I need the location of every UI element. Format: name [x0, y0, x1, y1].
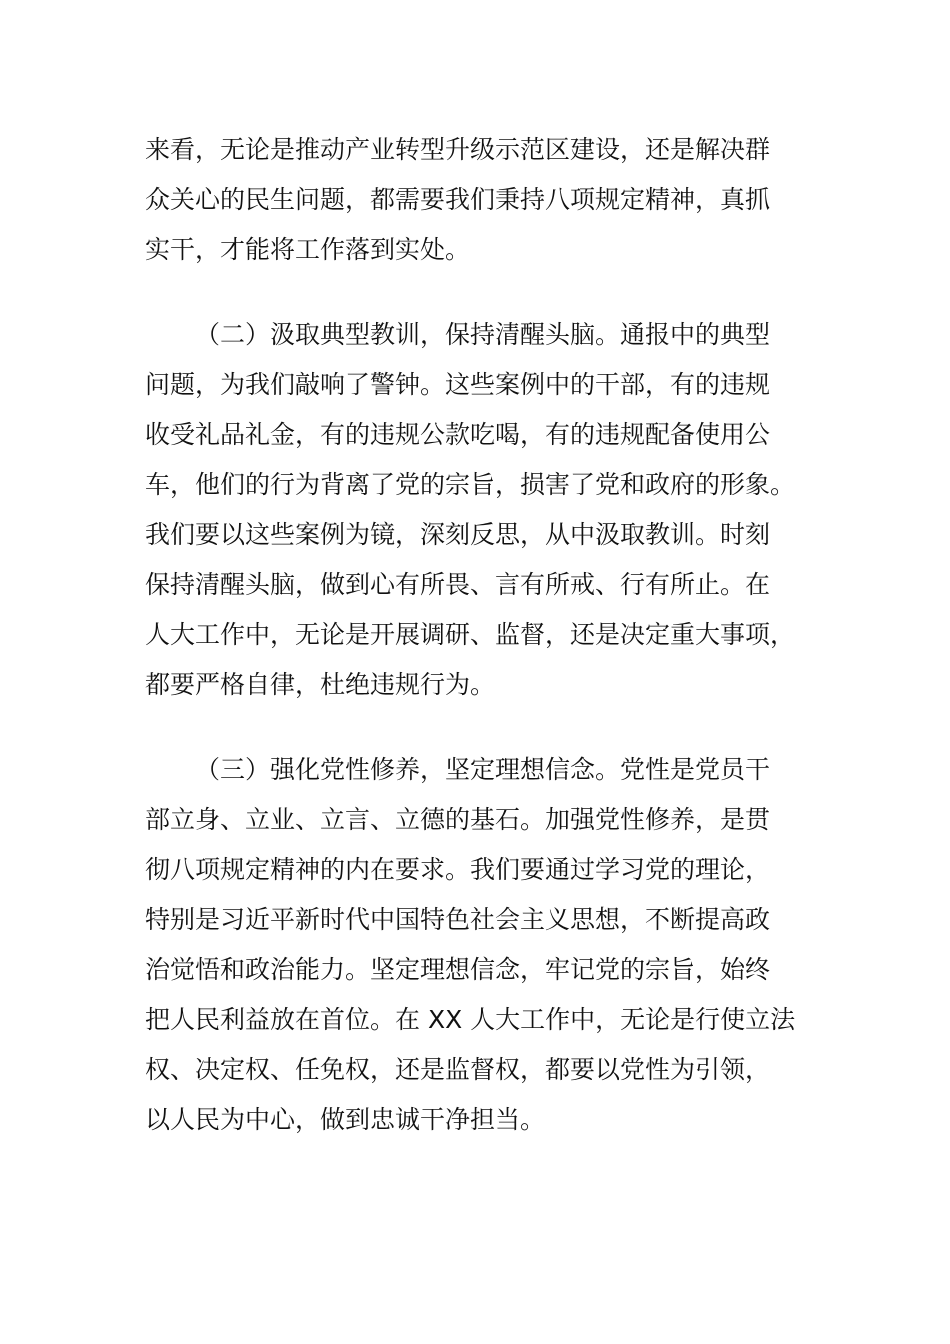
paragraph-1-line-2: 众关心的民生问题，都需要我们秉持八项规定精神，真抓 [145, 185, 771, 214]
paragraph-3-line-8: 以人民为中心，做到忠诚干净担当。 [145, 1105, 546, 1134]
paragraph-3-heading-line: （三）强化党性修养，坚定理想信念。党性是党员干 [195, 755, 771, 784]
paragraph-2-line-2: 问题，为我们敲响了警钟。这些案例中的干部，有的违规 [145, 370, 771, 399]
paragraph-3-line-4: 特别是习近平新时代中国特色社会主义思想，不断提高政 [145, 905, 771, 934]
paragraph-1-line-3: 实干，才能将工作落到实处。 [145, 235, 471, 264]
paragraph-2-line-4: 车，他们的行为背离了党的宗旨，损害了党和政府的形象。 [145, 470, 796, 499]
paragraph-3-line-2: 部立身、立业、立言、立德的基石。加强党性修养，是贯 [145, 805, 771, 834]
paragraph-2-line-5: 我们要以这些案例为镜，深刻反思，从中汲取教训。时刻 [145, 520, 771, 549]
paragraph-2-line-7: 人大工作中，无论是开展调研、监督，还是决定重大事项， [145, 620, 796, 649]
paragraph-1-line-1: 来看，无论是推动产业转型升级示范区建设，还是解决群 [145, 135, 771, 164]
paragraph-2-line-6: 保持清醒头脑，做到心有所畏、言有所戒、行有所止。在 [145, 570, 771, 599]
paragraph-3-line-7: 权、决定权、任免权，还是监督权，都要以党性为引领， [145, 1055, 771, 1084]
paragraph-3-line-5: 治觉悟和政治能力。坚定理想信念，牢记党的宗旨，始终 [145, 955, 771, 984]
paragraph-2-line-8: 都要严格自律，杜绝违规行为。 [145, 670, 496, 699]
paragraph-3-line-3: 彻八项规定精神的内在要求。我们要通过学习党的理论， [145, 855, 771, 884]
paragraph-3-line-6: 把人民利益放在首位。在 XX 人大工作中，无论是行使立法 [145, 1005, 796, 1034]
paragraph-2-line-3: 收受礼品礼金，有的违规公款吃喝，有的违规配备使用公 [145, 420, 771, 449]
paragraph-2-heading-line: （二）汲取典型教训，保持清醒头脑。通报中的典型 [195, 320, 771, 349]
